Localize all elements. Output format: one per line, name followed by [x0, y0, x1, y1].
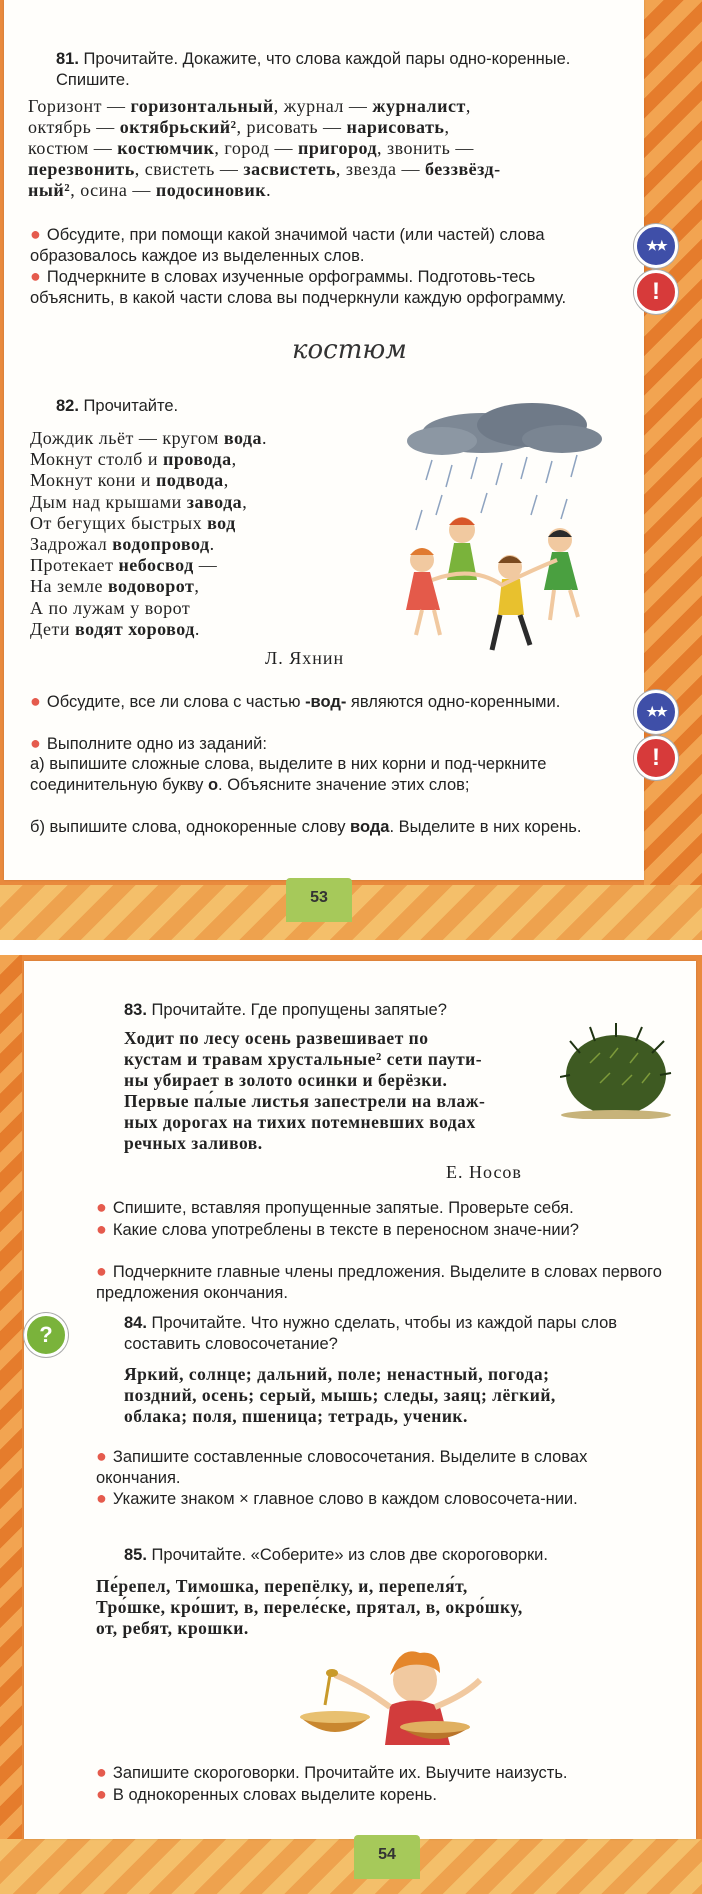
poem-line: Дети водят хоровод. [30, 618, 200, 639]
poem-line: Мокнут столб и провода, [30, 449, 237, 470]
bullet-icon: ● [96, 1261, 107, 1281]
exercise-84-bullet-2: ● Укажите знаком × главное слово в каждом словосочета-нии. [96, 1488, 578, 1508]
text-line: октябрь — октябрьский², рисовать — нарисовать, [28, 117, 450, 137]
text-line: Тро́шке, кро́шит, в, переле́ске, прятал, в, окро́шку, [96, 1597, 523, 1617]
text-line: костюм — костюмчик, город — пригород, звонить — [28, 138, 474, 158]
text-line: Яркий, солнце; дальний, поле; ненастный, погода; [124, 1364, 550, 1384]
page-53 [0, 0, 702, 940]
page-54 [0, 955, 702, 1894]
hedgehog-illustration [560, 1023, 672, 1119]
bullet-icon: ● [30, 733, 41, 753]
bullet-icon: ● [96, 1446, 107, 1466]
bullet-icon: ● [96, 1219, 107, 1239]
bullet-icon: ● [96, 1762, 107, 1782]
exercise-85-text [96, 1576, 676, 1639]
exercise-84-bullet-1: ● Запишите составленные словосочетания. Выделите в словах окончания. [96, 1446, 588, 1487]
exercise-81-bullet-1: ● Обсудите, при помощи какой значимой части (или частей) слова образовалось каждое из выделенных слов. [30, 224, 545, 265]
bullet-icon: ● [96, 1784, 107, 1804]
bullet-icon: ● [30, 691, 41, 711]
exercise-83-bullet-2: ● Какие слова употреблены в тексте в переносном значе-нии? [96, 1219, 579, 1239]
exercise-82-bullet-2: ● Выполните одно из заданий: [30, 733, 267, 753]
exercise-82-task-a: а) выпишите сложные слова, выделите в них корни и под-черкните соединительную букву о. Объясните значение этих слов; [30, 755, 547, 794]
discuss-star-icon: ★★ [634, 224, 678, 268]
decorative-stripe [0, 955, 22, 1894]
exercise-82-bullet-1: ● Обсудите, все ли слова с частью -вод- являются одно-коренными. [30, 691, 561, 711]
text-line: ны убирает в золото осинки и берёзки. [124, 1070, 448, 1090]
exercise-83-bullet-3: ● Подчеркните главные члены предложения. Выделите в словах первого предложения окончания. [96, 1261, 662, 1302]
attention-exclamation-icon: ! [634, 270, 678, 314]
exercise-84-header: 84. Прочитайте. Что нужно сделать, чтобы из каждой пары слов составить словосочетание? [124, 1314, 618, 1353]
bullet-icon: ● [96, 1197, 107, 1217]
exercise-83-header: 83. Прочитайте. Где пропущены запятые? [124, 1001, 447, 1019]
text-line: поздний, осень; серый, мышь; следы, заяц; лёгкий, [124, 1385, 556, 1405]
exercise-85-bullet-1: ● Запишите скороговорки. Прочитайте их. Выучите наизусть. [96, 1762, 568, 1782]
text-line: от, ребят, крошки. [96, 1618, 249, 1638]
exercise-83-author: Е. Носов [446, 1162, 522, 1182]
poem-line: Дым над крышами завода, [30, 491, 248, 512]
bullet-icon: ● [96, 1488, 107, 1508]
bullet-icon: ● [30, 224, 41, 244]
exercise-83-text [124, 1028, 544, 1154]
poem-line: А по лужам у ворот [30, 597, 191, 618]
text-line: облака; поля, пшеница; тетрадь, ученик. [124, 1406, 468, 1426]
text-line: Ходит по лесу осень развешивает по [124, 1028, 429, 1048]
poem-line: На земле водоворот, [30, 576, 200, 597]
discuss-star-icon: ★★ [634, 690, 678, 734]
text-line: ный², осина — подосиновик. [28, 180, 272, 200]
rain-dance-illustration [392, 395, 622, 670]
exercise-82-author: Л. Яхнин [265, 648, 345, 668]
text-line: Первые па́лые листья запестрели на влаж- [124, 1091, 486, 1111]
exercise-81-header: 81. Прочитайте. Докажите, что слова каждой пары одно-коренные. Спишите. [56, 50, 571, 89]
boy-with-bowls-illustration [290, 1645, 490, 1750]
text-line: ных дорогах на тихих потемневших водах [124, 1112, 476, 1132]
handwritten-word: костюм [292, 335, 407, 365]
decorative-band [0, 1839, 702, 1894]
page-number: 53 [286, 878, 352, 922]
text-line: перезвонить, свистеть — засвистеть, звезда — беззвёзд- [28, 159, 501, 179]
exercise-82-task-b: б) выпишите слова, однокоренные слову вода. Выделите в них корень. [30, 818, 582, 836]
poem-line: Задрожал водопровод. [30, 534, 215, 555]
exercise-85-bullet-2: ● В однокоренных словах выделите корень. [96, 1784, 437, 1804]
exercise-82-header: 82. Прочитайте. [56, 397, 179, 415]
question-icon: ? [24, 1313, 68, 1357]
bullet-icon: ● [30, 266, 41, 286]
exercise-84-text [124, 1364, 684, 1427]
exercise-85-header: 85. Прочитайте. «Соберите» из слов две скороговорки. [124, 1546, 548, 1564]
decorative-stripe [644, 0, 702, 940]
poem-line: Протекает небосвод — [30, 555, 218, 576]
text-line: Горизонт — горизонтальный, журнал — журналист, [28, 96, 471, 116]
text-line: Пе́репел, Тимошка, перепёлку, и, перепеля́т, [96, 1576, 468, 1596]
page-number: 54 [354, 1835, 420, 1879]
exercise-82-poem [30, 428, 350, 640]
exercise-83-bullet-1: ● Спишите, вставляя пропущенные запятые. Проверьте себя. [96, 1197, 574, 1217]
poem-line: От бегущих быстрых вод [30, 512, 236, 533]
poem-line: Дождик льёт — кругом вода. [30, 428, 268, 448]
attention-exclamation-icon: ! [634, 736, 678, 780]
exercise-81-bullet-2: ● Подчеркните в словах изученные орфограммы. Подготовь-тесь объяснить, в какой части слова вы подчеркнули каждую орфограмму. [30, 266, 567, 307]
text-line: речных заливов. [124, 1133, 263, 1153]
poem-line: Мокнут кони и подвода, [30, 470, 229, 491]
text-line: кустам и травам хрустальные² сети паути- [124, 1049, 483, 1069]
exercise-81-text [28, 96, 613, 201]
